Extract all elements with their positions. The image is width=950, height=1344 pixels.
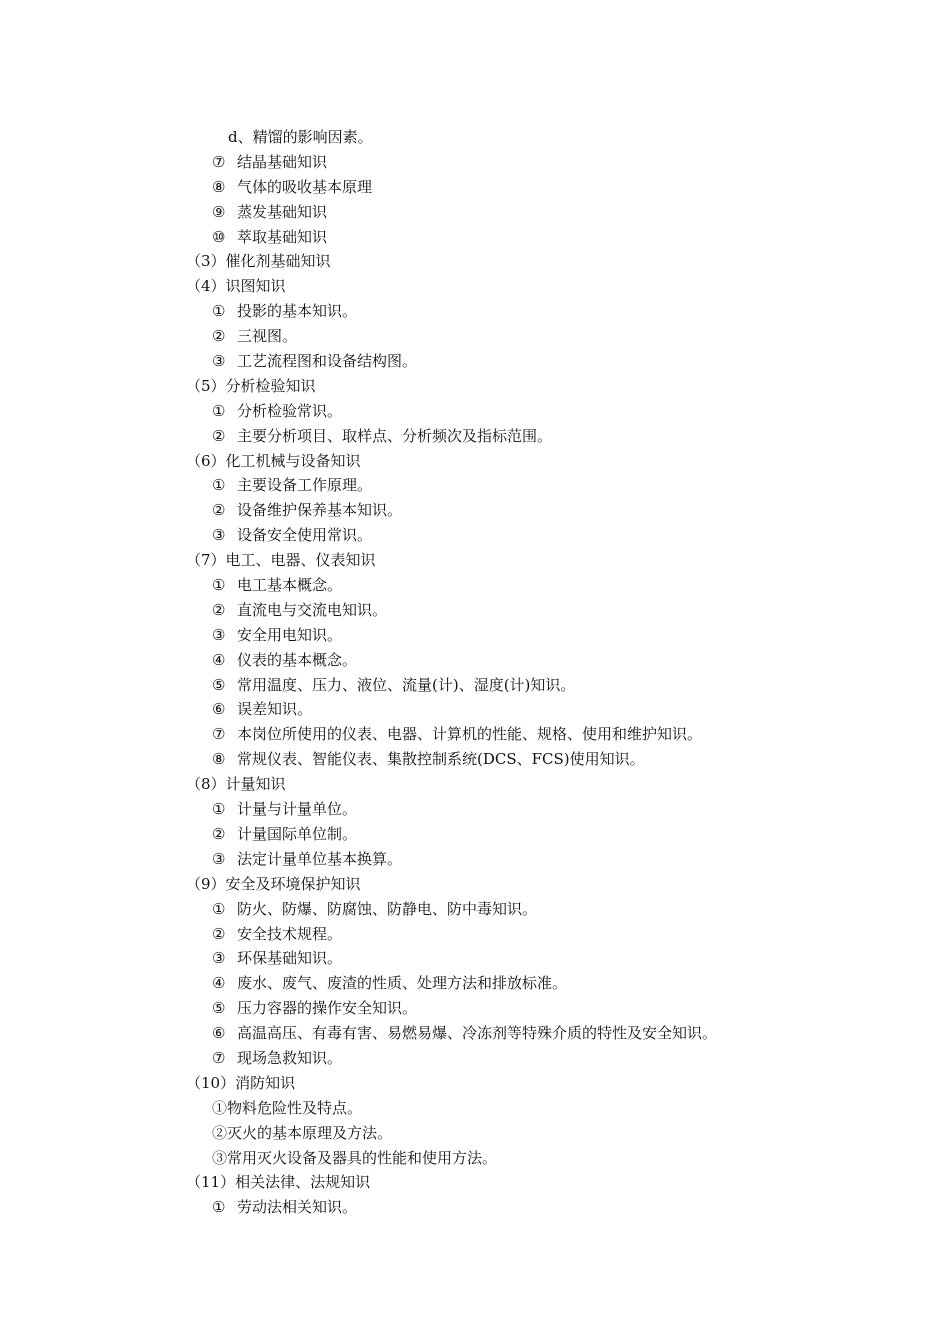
list-item-text: 安全技术规程。 [237, 924, 343, 943]
list-item-marker: ① [212, 302, 226, 321]
section-heading [0, 249, 950, 274]
list-item-marker: ② [212, 600, 226, 619]
list-item-text: 投影的基本知识。 [237, 302, 358, 321]
list-item-text: 主要设备工作原理。 [237, 476, 373, 495]
list-item-marker: ① [212, 1198, 226, 1217]
list-item-text: （11）相关法律、法规知识 [186, 1173, 371, 1192]
section-heading [0, 872, 950, 897]
list-item-text: 环保基础知识。 [237, 949, 343, 968]
list-item-marker: ⑧ [212, 750, 226, 769]
list-item [0, 225, 950, 250]
list-item-text: 计量国际单位制。 [237, 824, 358, 843]
list-item [0, 847, 950, 872]
list-item [0, 747, 950, 772]
list-item [0, 473, 950, 498]
list-item-marker: ① [212, 401, 226, 420]
list-item-text: （6）化工机械与设备知识 [186, 451, 361, 470]
list-item-marker: ⑦ [212, 152, 226, 171]
list-item-text: （9）安全及环境保护知识 [186, 874, 361, 893]
section-heading [0, 449, 950, 474]
list-item [0, 399, 950, 424]
list-item-text: 直流电与交流电知识。 [237, 600, 388, 619]
list-item-text: （7）电工、电器、仪表知识 [186, 551, 376, 570]
list-item-text: （5）分析检验知识 [186, 376, 316, 395]
list-item-text: 蒸发基础知识 [237, 202, 328, 221]
list-item-text: 电工基本概念。 [237, 576, 343, 595]
list-item-marker: ⑨ [212, 202, 226, 221]
list-item-marker: ① [212, 800, 226, 819]
list-item-text: （3）催化剂基础知识 [186, 252, 331, 271]
list-item-marker: ② [212, 824, 226, 843]
list-item-text: 废水、废气、废渣的性质、处理方法和排放标准。 [237, 974, 568, 993]
list-item-marker: ④ [212, 650, 226, 669]
list-item-text: 设备安全使用常识。 [237, 526, 373, 545]
list-item-marker: ② [212, 924, 226, 943]
list-item [0, 1195, 950, 1220]
list-item-text: 结晶基础知识 [237, 152, 328, 171]
list-item-marker: ⑩ [212, 227, 226, 246]
list-item-marker: ③ [212, 352, 226, 371]
list-item-text: 高温高压、有毒有害、易燃易爆、冷冻剂等特殊介质的特性及安全知识。 [237, 1024, 718, 1043]
list-item [0, 523, 950, 548]
list-item [0, 424, 950, 449]
list-item [0, 797, 950, 822]
list-item-marker: ① [212, 899, 226, 918]
list-item-text: 设备维护保养基本知识。 [237, 501, 403, 520]
sub-list-item [0, 125, 950, 150]
list-item-text: 主要分析项目、取样点、分析频次及指标范围。 [237, 426, 553, 445]
list-item-text: 三视图。 [237, 327, 298, 346]
list-item-text: （8）计量知识 [186, 775, 286, 794]
list-item-text: 误差知识。 [237, 700, 313, 719]
list-item [0, 1146, 950, 1171]
list-item [0, 598, 950, 623]
list-item-marker: ② [212, 426, 226, 445]
section-heading [0, 1170, 950, 1195]
list-item-text: 萃取基础知识 [237, 227, 328, 246]
list-item-marker: ① [212, 576, 226, 595]
list-item [0, 897, 950, 922]
list-item-marker: ② [212, 327, 226, 346]
list-item-text: 劳动法相关知识。 [237, 1198, 358, 1217]
list-item-text: 法定计量单位基本换算。 [237, 849, 403, 868]
list-item [0, 673, 950, 698]
list-item-text: 常规仪表、智能仪表、集散控制系统(DCS、FCS)使用知识。 [237, 750, 645, 769]
list-item-marker: ⑧ [212, 177, 226, 196]
list-item-text: 分析检验常识。 [237, 401, 343, 420]
list-item-marker: ⑦ [212, 725, 226, 744]
list-item [0, 1121, 950, 1146]
list-item-text: 防火、防爆、防腐蚀、防静电、防中毒知识。 [237, 899, 538, 918]
list-item-text: ①物料危险性及特点。 [212, 1098, 363, 1117]
section-heading [0, 274, 950, 299]
section-heading [0, 772, 950, 797]
list-item-text: 常用温度、压力、液位、流量(计)、湿度(计)知识。 [237, 675, 576, 694]
list-item-marker: ③ [212, 849, 226, 868]
list-item [0, 946, 950, 971]
list-item-marker: ⑥ [212, 1024, 226, 1043]
list-item-text: ②灭火的基本原理及方法。 [212, 1123, 393, 1142]
list-item [0, 1096, 950, 1121]
list-item [0, 722, 950, 747]
list-item [0, 299, 950, 324]
list-item-marker: ③ [212, 949, 226, 968]
list-item [0, 971, 950, 996]
list-item-marker: ⑦ [212, 1048, 226, 1067]
list-item-marker: ④ [212, 974, 226, 993]
list-item-text: 安全用电知识。 [237, 625, 343, 644]
list-item-marker: ③ [212, 526, 226, 545]
list-item-marker: ⑥ [212, 700, 226, 719]
list-item [0, 498, 950, 523]
list-item-marker: ② [212, 501, 226, 520]
section-heading [0, 1071, 950, 1096]
list-item [0, 996, 950, 1021]
list-item [0, 922, 950, 947]
list-item [0, 1021, 950, 1046]
list-item [0, 175, 950, 200]
list-item-text: （10）消防知识 [186, 1073, 296, 1092]
list-item [0, 150, 950, 175]
list-item [0, 648, 950, 673]
list-item-text: 气体的吸收基本原理 [237, 177, 373, 196]
list-item [0, 822, 950, 847]
list-item-text: d、精馏的影响因素。 [228, 128, 373, 146]
list-item [0, 349, 950, 374]
list-item [0, 623, 950, 648]
list-item-marker: ⑤ [212, 675, 226, 694]
list-item [0, 1046, 950, 1071]
list-item [0, 573, 950, 598]
list-item-text: 仪表的基本概念。 [237, 650, 358, 669]
list-item-text: ③常用灭火设备及器具的性能和使用方法。 [212, 1148, 498, 1167]
list-item-text: 工艺流程图和设备结构图。 [237, 352, 418, 371]
list-item-text: 压力容器的操作安全知识。 [237, 999, 418, 1018]
list-item-text: 计量与计量单位。 [237, 800, 358, 819]
list-item-text: 现场急救知识。 [237, 1048, 343, 1067]
list-item [0, 324, 950, 349]
list-item-marker: ① [212, 476, 226, 495]
list-item-text: （4）识图知识 [186, 277, 286, 296]
list-item-marker: ③ [212, 625, 226, 644]
list-item-text: 本岗位所使用的仪表、电器、计算机的性能、规格、使用和维护知识。 [237, 725, 703, 744]
list-item [0, 697, 950, 722]
document-body [0, 125, 950, 1220]
section-heading [0, 374, 950, 399]
list-item-marker: ⑤ [212, 999, 226, 1018]
list-item [0, 200, 950, 225]
section-heading [0, 548, 950, 573]
